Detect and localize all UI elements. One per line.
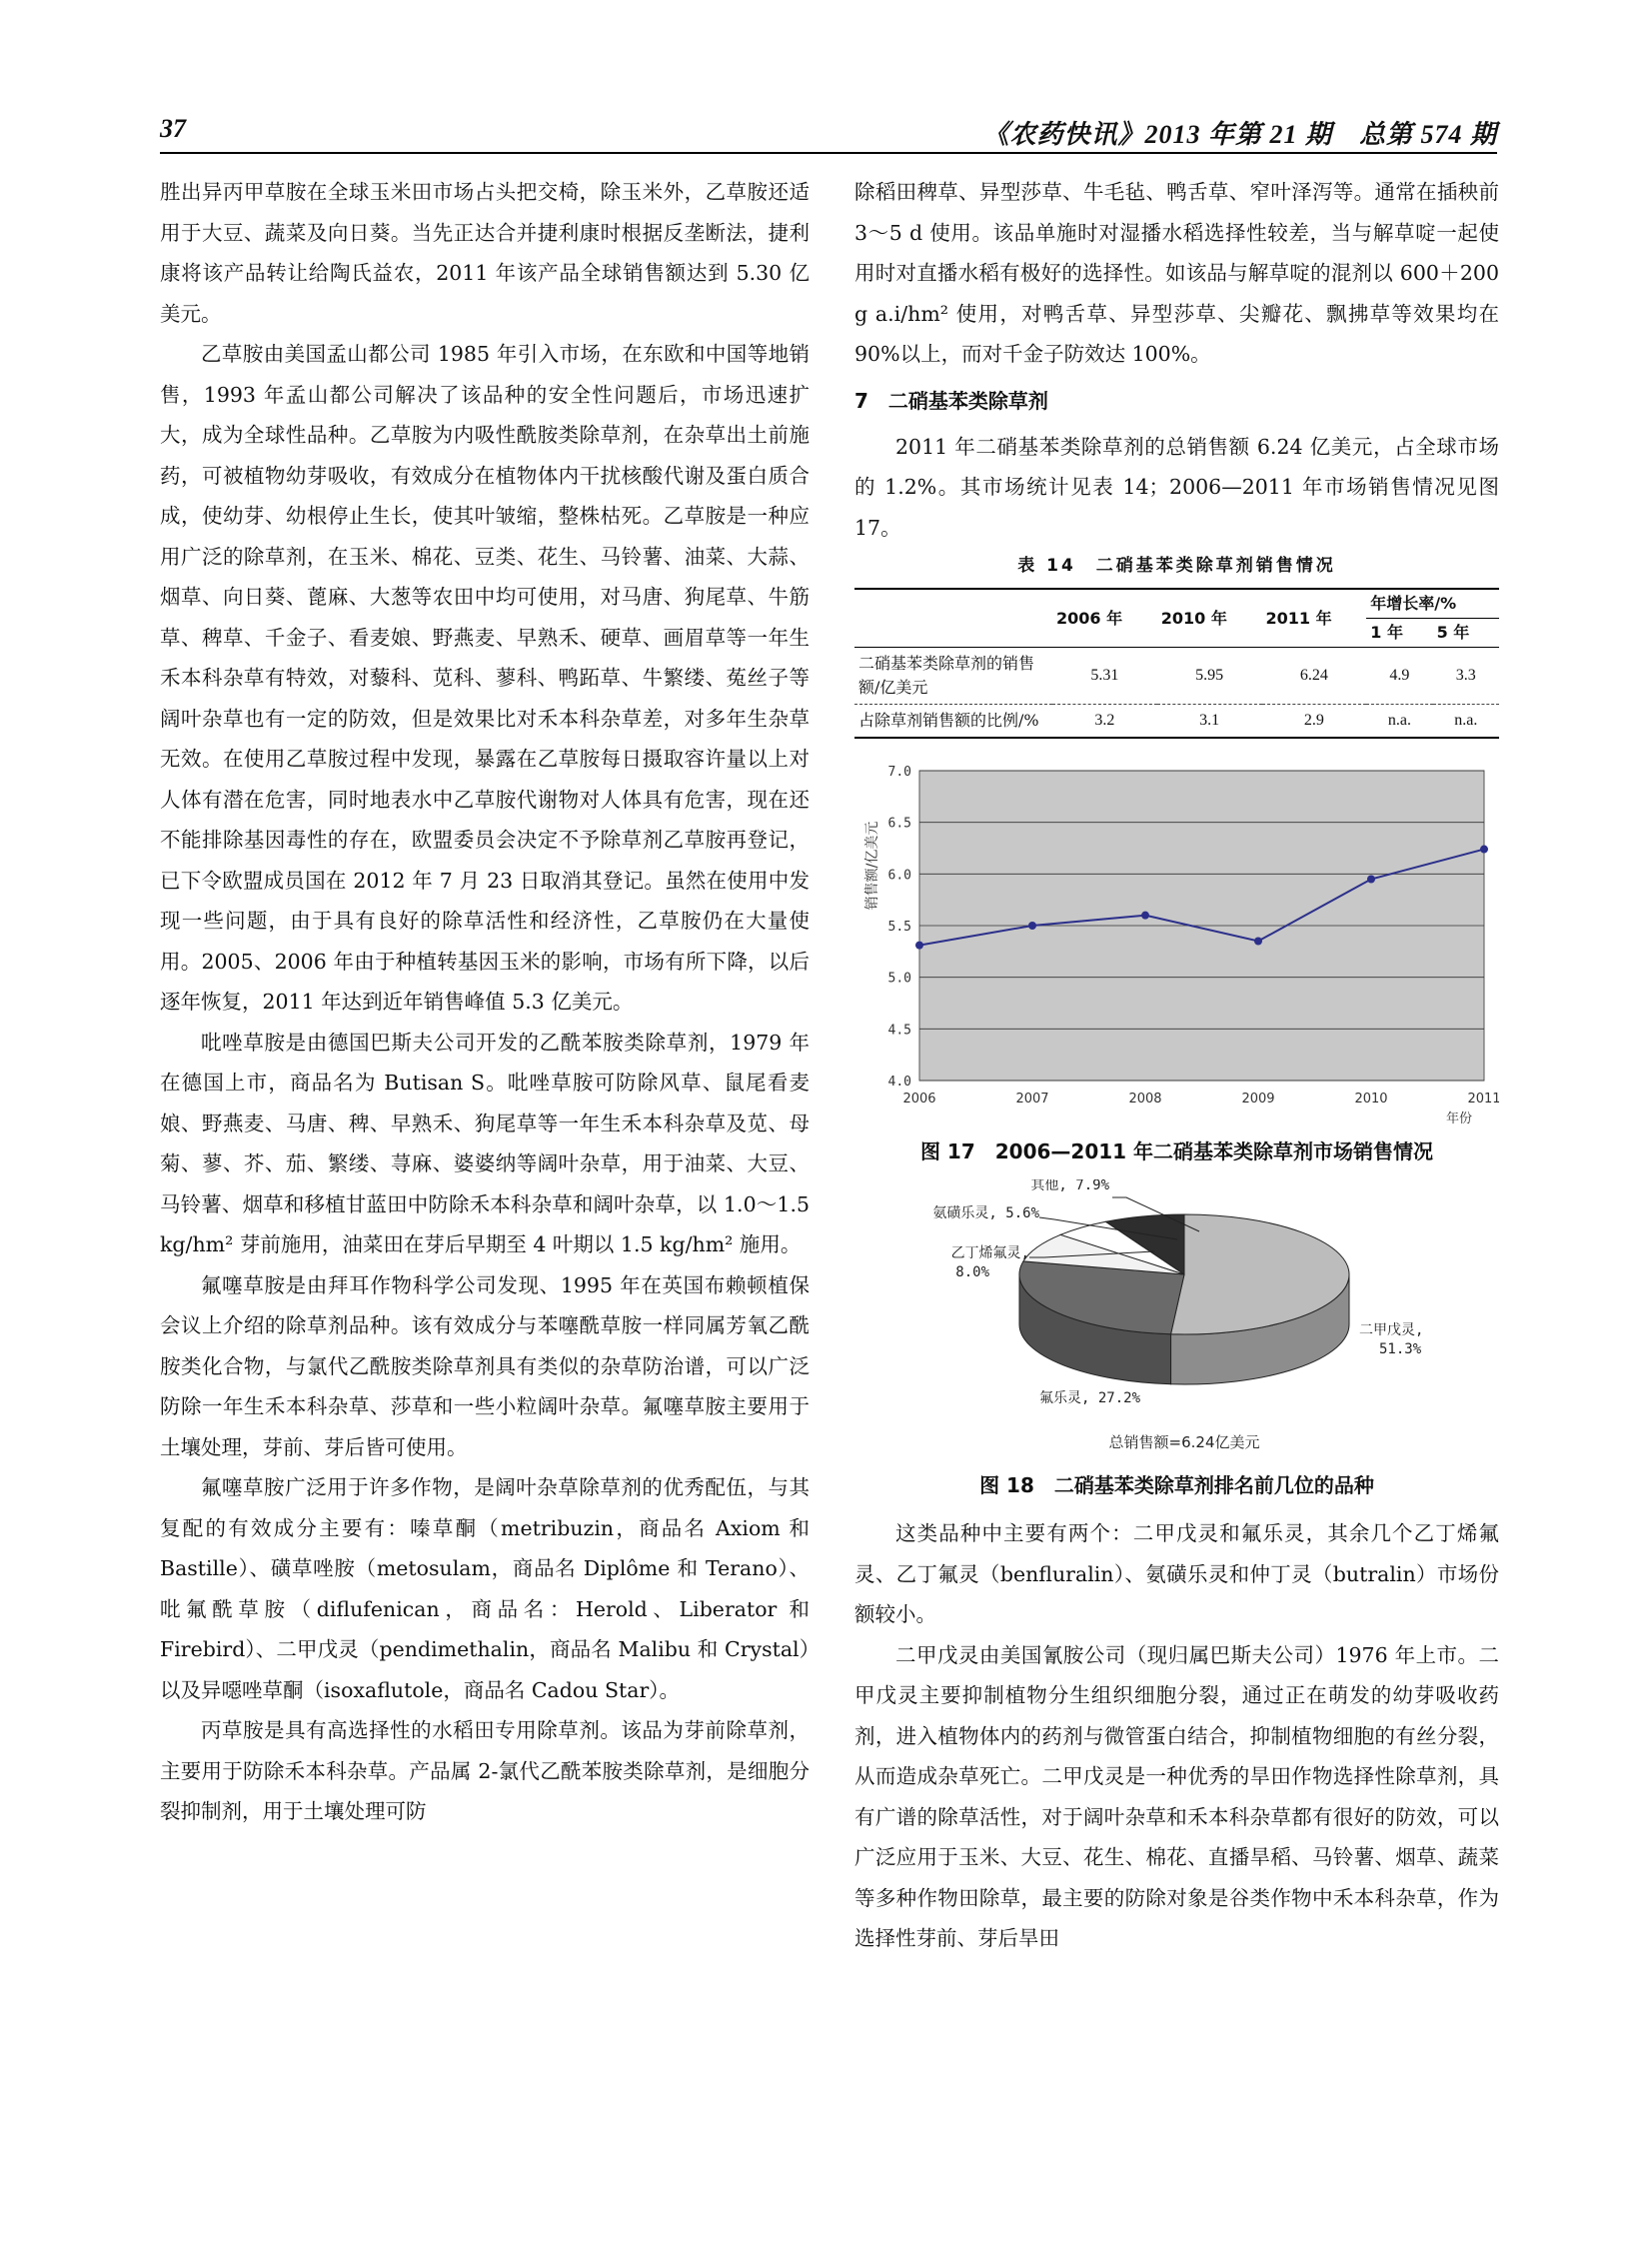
- pie-chart-svg: [854, 1179, 1499, 1459]
- data-point: [1141, 912, 1149, 920]
- table-corner: [854, 589, 1052, 648]
- row-label: 占除草剂销售额的比例/%: [858, 711, 1039, 730]
- data-point: [1254, 938, 1262, 946]
- paragraph: 氟噻草胺是由拜耳作物科学公司发现、1995 年在英国布赖顿植保会议上介绍的除草剂品种。该有效成分与苯噻酰草胺一样同属芳氧乙酰胺类化合物，与氯代乙酰胺类除草剂具有类似的杂草防治谱，可以广泛防除一年生禾本科杂草、莎草和一些小粒阔叶杂草。氟噻草胺主要用于土壤处理，芽前、芽后皆可使用。: [160, 1272, 810, 1459]
- paragraph: 丙草胺是具有高选择性的水稻田专用除草剂。该品为芽前除草剂，主要用于防除禾本科杂草。产品属 2-氯代乙酰苯胺类除草剂，是细胞分裂抑制剂，用于土壤处理可防: [160, 1718, 810, 1823]
- row-label: 二硝基苯类除草剂的销售额/亿美元: [854, 648, 1052, 705]
- line-chart-svg: [854, 761, 1499, 1125]
- table-cell: 2.9: [1303, 712, 1324, 729]
- y-tick-label: 4.0: [887, 1075, 911, 1090]
- pie-label: 乙丁烯氟灵,: [950, 1245, 1029, 1261]
- paragraph: 吡唑草胺是由德国巴斯夫公司开发的乙酰苯胺类除草剂，1979 年在德国上市，商品名为 Butisan S。吡唑草胺可防除风草、鼠尾看麦娘、野燕麦、马唐、稗、早熟禾、狗尾草等一年生禾本科杂草及苋、母菊、蓼、芥、茄、繁缕、荨麻、婆婆纳等阔叶杂草，用于油菜、大豆、马铃薯、烟草和移植甘蓝田中防除禾本科杂草和阔叶杂草，以 1.0～1.5 kg/hm² 芽前施用，油菜田在芽后早期至 4 叶期以 1.5 kg/hm² 施用。: [160, 1030, 810, 1256]
- pie-label: 二甲戊灵,: [1359, 1322, 1424, 1338]
- table-cell: 5.95: [1157, 648, 1262, 705]
- y-tick-label: 7.0: [887, 765, 911, 780]
- table-cell: 3.2: [1094, 712, 1115, 729]
- table-header: 5 年: [1436, 623, 1470, 642]
- y-axis-label: 销售额/亿美元: [864, 821, 880, 911]
- data-point: [915, 942, 923, 950]
- paragraph: 二甲戊灵由美国氰胺公司（现归属巴斯夫公司）1976 年上市。二甲戊灵主要抑制植物分生组织细胞分裂，通过正在萌发的幼芽吸收药剂，进入植物体内的药剂与微管蛋白结合，抑制植物细胞的有丝分裂，从而造成杂草死亡。二甲戊灵是一种优秀的旱田作物选择性除草剂，具有广谱的除草活性，对于阔叶杂草和禾本科杂草都有很好的防效，可以广泛应用于玉米、大豆、花生、棉花、直播旱稻、马铃薯、烟草、蔬菜等多种作物田除草，最主要的防除对象是谷类作物中禾本科杂草，作为选择性芽前、芽后旱田: [854, 1642, 1499, 1950]
- journal-title: 《农药快讯》2013 年第 21 期 总第 574 期: [982, 120, 1497, 149]
- x-tick-label: 2006: [902, 1092, 936, 1107]
- table-cell: 3.1: [1199, 712, 1220, 729]
- table-header: 2010 年: [1160, 608, 1227, 628]
- table-cell: 4.9: [1366, 648, 1432, 705]
- paragraph: 氟噻草胺广泛用于许多作物，是阔叶杂草除草剂的优秀配伍，与其复配的有效成分主要有：嗪草酮（metribuzin，商品名 Axiom 和 Bastille）、磺草唑胺（metosulam，商品名 Diplôme 和 Terano）、吡氟酰草胺（diflufenican，商品名：Herold、Liberator 和 Firebird）、二甲戊灵（pendimethalin，商品名 Malibu 和 Crystal）以及异噁唑草酮（isoxaflutole，商品名 Cadou Star）。: [160, 1475, 810, 1702]
- table-cell: n.a.: [1387, 712, 1411, 729]
- table-header: 年增长率/%: [1366, 589, 1499, 619]
- pie-label-value: 51.3%: [1379, 1341, 1422, 1357]
- paragraph: 除稻田稗草、异型莎草、牛毛毡、鸭舌草、窄叶泽泻等。通常在插秧前 3～5 d 使用。该品单施时对湿播水稻选择性较差，当与解草啶一起使用时对直播水稻有极好的选择性。如该品与解草啶的混剂以 600＋200 g a.i/hm² 使用，对鸭舌草、异型莎草、尖瓣花、飘拂草等效果均在 90%以上，而对千金子防效达 100%。: [854, 180, 1499, 366]
- x-tick-label: 2007: [1015, 1092, 1049, 1107]
- page-number: 37: [160, 114, 186, 143]
- y-tick-label: 6.5: [887, 816, 911, 832]
- pie-note: 总销售额=6.24亿美元: [1108, 1433, 1260, 1451]
- figure-caption: 图 17 2006—2011 年二硝基苯类除草剂市场销售情况: [919, 1139, 1434, 1163]
- pie-label: 氟乐灵, 27.2%: [1039, 1390, 1141, 1406]
- table-title: 表 14 二硝基苯类除草剂销售情况: [1017, 556, 1336, 576]
- paragraph: 乙草胺由美国孟山都公司 1985 年引入市场，在东欧和中国等地销售，1993 年孟山都公司解决了该品种的安全性问题后，市场迅速扩大，成为全球性品种。乙草胺为内吸性酰胺类除草剂，在杂草出土前施药，可被植物幼芽吸收，有效成分在植物体内干扰核酸代谢及蛋白质合成，使幼芽、幼根停止生长，使其叶皱缩，整株枯死。乙草胺是一种应用广泛的除草剂，在玉米、棉花、豆类、花生、马铃薯、油菜、大蒜、烟草、向日葵、蓖麻、大葱等农田中均可使用，对马唐、狗尾草、牛筋草、稗草、千金子、看麦娘、野燕麦、早熟禾、硬草、画眉草等一年生禾本科杂草有特效，对藜科、苋科、蓼科、鸭跖草、牛繁缕、菟丝子等阔叶杂草也有一定的防效，但是效果比对禾本科杂草差，对多年生杂草无效。在使用乙草胺过程中发现，暴露在乙草胺每日摄取容许量以上对人体有潜在危害，同时地表水中乙草胺代谢物对人体具有危害，现在还不能排除基因毒性的存在，欧盟委员会决定不予除草剂乙草胺再登记，已下令欧盟成员国在 2012 年 7 月 23 日取消其登记。虽然在使用中发现一些问题，由于具有良好的除草活性和经济性，乙草胺仍在大量使用。2005、2006 年由于种植转基因玉米的影响，市场有所下降，以后逐年恢复，2011 年达到近年销售峰值 5.3 亿美元。: [160, 342, 810, 1014]
- running-header: [160, 112, 1497, 154]
- paragraph: 这类品种中主要有两个：二甲戊灵和氟乐灵，其余几个乙丁烯氟灵、乙丁氟灵（benfluralin）、氨磺乐灵和仲丁灵（butralin）市场份额较小。: [854, 1521, 1499, 1626]
- section-heading: 7 二硝基苯类除草剂: [854, 388, 1048, 413]
- x-axis-label: 年份: [1445, 1112, 1473, 1125]
- y-tick-label: 6.0: [887, 868, 911, 884]
- table-header: 2006 年: [1056, 608, 1123, 628]
- left-column: [160, 172, 810, 1832]
- paragraph: 胜出异丙甲草胺在全球玉米田市场占头把交椅，除玉米外，乙草胺还适用于大豆、蔬菜及向日葵。当先正达合并捷利康时根据反垄断法，捷利康将该产品转让给陶氏益农，2011 年该产品全球销售额达到 5.30 亿美元。: [160, 180, 810, 326]
- figure-caption: 图 18 二硝基苯类除草剂排名前几位的品种: [979, 1473, 1374, 1497]
- y-tick-label: 5.5: [887, 920, 911, 935]
- data-point: [1367, 876, 1375, 884]
- table-header: 2011 年: [1265, 608, 1332, 628]
- y-tick-label: 5.0: [887, 971, 911, 987]
- pie-label: 其他, 7.9%: [1030, 1179, 1109, 1193]
- right-column: [854, 172, 1499, 1959]
- x-tick-label: 2009: [1241, 1092, 1275, 1107]
- pie-label: 氨磺乐灵, 5.6%: [932, 1205, 1039, 1221]
- table-cell: 6.24: [1262, 648, 1367, 705]
- data-point: [1028, 922, 1036, 930]
- table-cell: n.a.: [1454, 712, 1478, 729]
- table-cell: 3.3: [1433, 648, 1499, 705]
- table-row: [854, 648, 1499, 705]
- x-tick-label: 2010: [1354, 1092, 1388, 1107]
- pie-label-value: 8.0%: [955, 1264, 989, 1280]
- sales-table: [854, 588, 1499, 739]
- table-header: 1 年: [1370, 623, 1403, 642]
- table-row: [854, 705, 1499, 739]
- y-tick-label: 4.5: [887, 1023, 911, 1039]
- x-tick-label: 2008: [1128, 1092, 1162, 1107]
- line-chart: [854, 761, 1499, 1125]
- paragraph: 2011 年二硝基苯类除草剂的总销售额 6.24 亿美元，占全球市场的 1.2%。其市场统计见表 14；2006—2011 年市场销售情况见图 17。: [854, 434, 1499, 540]
- data-point: [1480, 846, 1488, 854]
- pie-chart: [854, 1179, 1499, 1459]
- x-tick-label: 2011: [1467, 1092, 1499, 1107]
- table-cell: 5.31: [1052, 648, 1157, 705]
